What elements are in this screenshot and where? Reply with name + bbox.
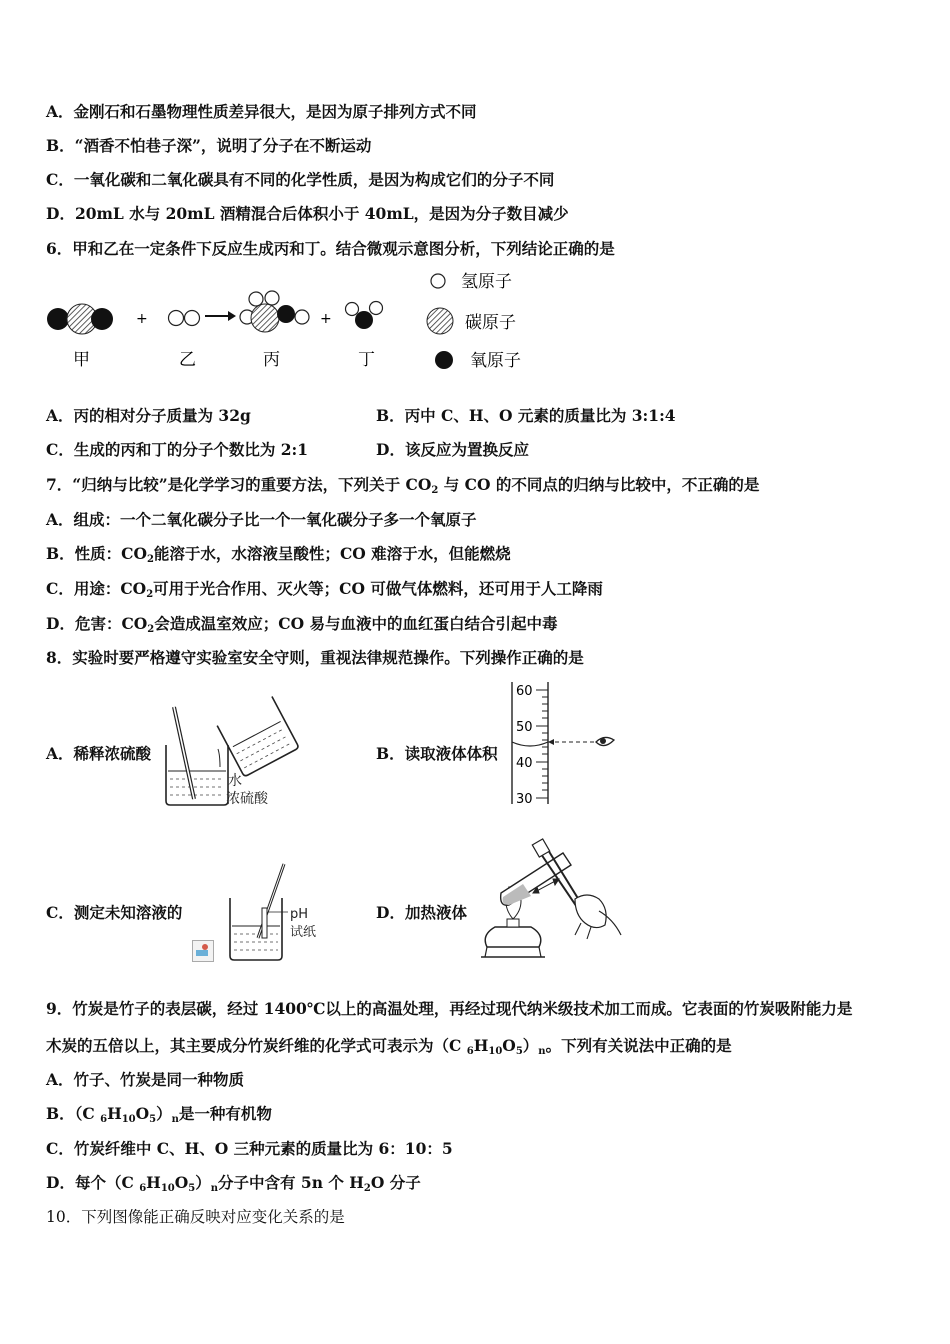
molecule-yi [169, 311, 200, 326]
meniscus [512, 742, 548, 746]
q8-option-d: D．加热液体 [376, 903, 467, 922]
tick-50: 50 [516, 720, 533, 735]
legend-carbon: 碳原子 [465, 313, 516, 333]
legend [427, 272, 521, 371]
plus-1: + [136, 311, 148, 327]
q8-option-b: B．读取液体体积 [376, 744, 498, 763]
dilute-acid-figure [160, 695, 300, 813]
label-bing: 丙 [263, 350, 280, 370]
molecule-ding [346, 302, 383, 330]
label-jia: 甲 [73, 350, 90, 370]
ph-test-figure [222, 860, 342, 964]
label-conc-acid: 浓硫酸 [226, 791, 268, 807]
label-ph: pH [290, 907, 309, 922]
tick-40: 40 [516, 756, 533, 771]
q7-stem: 7．“归纳与比较”是化学学习的重要方法，下列关于 $CO_2$ 与 CO 的不同点的归纳与比较中，不正确的是 [46, 475, 760, 496]
label-yi: 乙 [179, 350, 196, 370]
q6-option-a: A．丙的相对分子质量为 32g [46, 406, 251, 425]
label-water: 水 [228, 773, 242, 789]
q6-option-b: B．丙中 C、H、O 元素的质量比为 3:1:4 [376, 406, 676, 425]
tick-30: 30 [516, 792, 533, 807]
q5-option-b: B．“酒香不怕巷子深”，说明了分子在不断运动 [46, 136, 372, 155]
plus-2: + [320, 311, 332, 327]
q8-stem: 8．实验时要严格遵守实验室安全守则，重视法律规范操作。下列操作正确的是 [46, 648, 584, 667]
q5-option-c: C．一氧化碳和二氧化碳具有不同的化学性质，是因为构成它们的分子不同 [46, 170, 555, 189]
q8-option-a: A．稀释浓硫酸 [46, 744, 152, 763]
q9-option-c: C．竹炭纤维中 C、H、O 三种元素的质量比为 6：10：5 [46, 1139, 453, 1158]
heat-liquid-figure [475, 835, 625, 967]
legend-hydrogen: 氢原子 [461, 272, 512, 292]
q9-stem-line2: 木炭的五倍以上，其主要成分竹炭纤维的化学式可表示为（C $_6H_{10}O_5)_n$。下列有关说法中正确的是 [46, 1036, 732, 1057]
label-test-paper: 试纸 [290, 925, 317, 940]
co2-formula: $CO_2$ [405, 475, 439, 496]
q7-option-d: D．危害：$CO_2$会造成温室效应；CO 易与血液中的血红蛋白结合引起中毒 [46, 614, 558, 635]
q9-option-b: B．（C $_6H_{10}O_5)_n$是一种有机物 [46, 1104, 272, 1125]
q6-stem: 6．甲和乙在一定条件下反应生成丙和丁。结合微观示意图分析，下列结论正确的是 [46, 239, 615, 258]
legend-oxygen: 氧原子 [470, 351, 521, 371]
q6-option-d: D．该反应为置换反应 [376, 440, 529, 459]
eye-icon [596, 737, 614, 745]
q9-stem-line1: 9．竹炭是竹子的表层碳，经过 1400℃以上的高温处理，再经过现代纳米级技术加工而成。它表面的竹炭吸附能力是 [46, 999, 853, 1018]
broken-image-icon [192, 940, 214, 962]
q6-option-c: C．生成的丙和丁的分子个数比为 2:1 [46, 440, 309, 459]
reaction-arrow [205, 311, 236, 321]
q7-option-c: C．用途：$CO_2$可用于光合作用、灭火等；CO 可做气体燃料，还可用于人工降雨 [46, 579, 603, 600]
q7-option-b: B．性质：$CO_2$能溶于水，水溶液呈酸性；CO 难溶于水，但能燃烧 [46, 544, 511, 565]
carbon-atom-icon [427, 308, 453, 334]
oxygen-atom-icon [435, 351, 453, 369]
q6-micro-diagram [40, 265, 560, 385]
molecule-bing [240, 291, 309, 332]
tick-60: 60 [516, 684, 533, 699]
q9-option-a: A．竹子、竹炭是同一种物质 [46, 1070, 245, 1089]
q5-option-a: A．金刚石和石墨物理性质差异很大，是因为原子排列方式不同 [46, 102, 477, 121]
molecule-jia [47, 304, 113, 334]
q7-option-a: A．组成：一个二氧化碳分子比一个一氧化碳分子多一个氧原子 [46, 510, 477, 529]
q9-option-d: D．每个（C $_6H_{10}O_5)_n$分子中含有 5n 个 $H_2O$ 分子 [46, 1173, 421, 1194]
test-tube [501, 853, 571, 905]
q10-stem: 10．下列图像能正确反映对应变化关系的是 [46, 1208, 345, 1226]
q8-option-c: C．测定未知溶液的 [46, 903, 183, 922]
label-ding: 丁 [358, 350, 375, 370]
hydrogen-atom-icon [431, 274, 445, 288]
q5-option-d: D．20mL 水与 20mL 酒精混合后体积小于 40mL，是因为分子数目减少 [46, 204, 569, 223]
cylinder-reading-figure [506, 680, 621, 808]
hand [575, 895, 606, 928]
